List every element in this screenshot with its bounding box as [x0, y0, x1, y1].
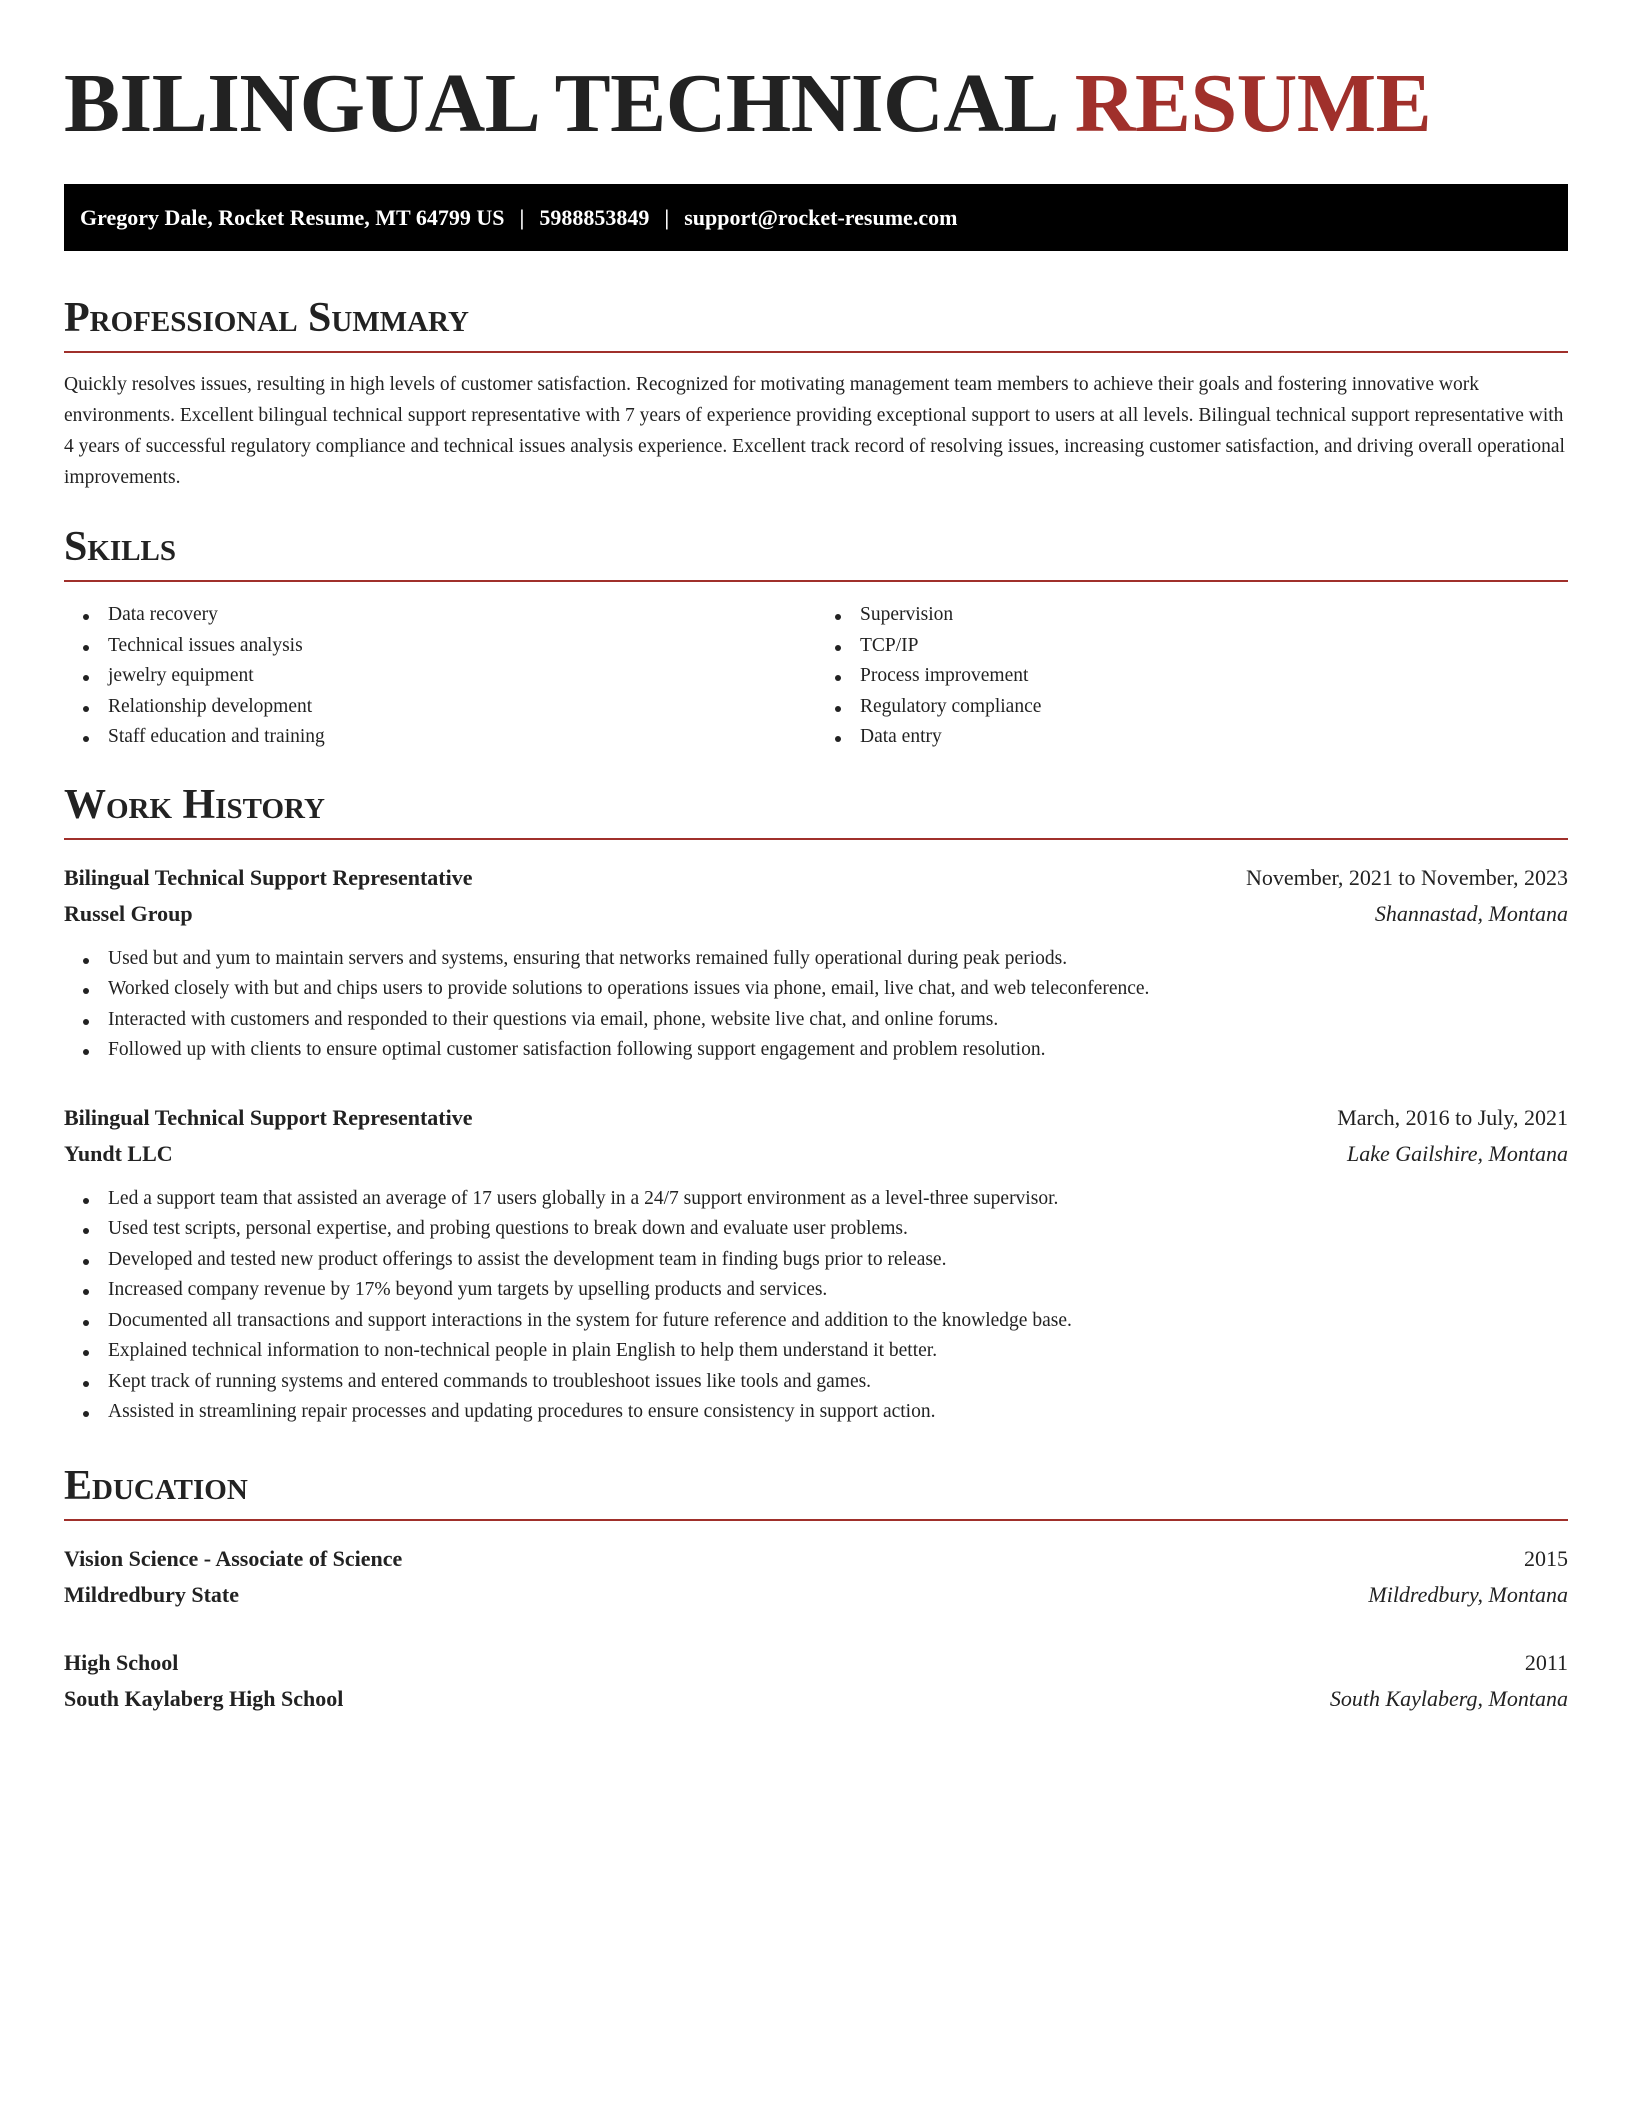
job-entry [64, 860, 1568, 1066]
skills-section [64, 522, 1568, 753]
job-company: Russel Group [64, 900, 193, 926]
skill-item: Regulatory compliance [816, 692, 1568, 723]
education-entry [64, 1645, 1568, 1717]
job-header-row [64, 860, 1568, 896]
job-title: Bilingual Technical Support Representative [64, 1104, 473, 1130]
work-history-section [64, 780, 1568, 1428]
section-divider [64, 351, 1568, 353]
job-company-row [64, 1136, 1568, 1172]
skill-item: Data entry [816, 722, 1568, 753]
contact-separator: | [519, 205, 525, 230]
education-section [64, 1461, 1568, 1717]
education-location: Mildredbury, Montana [1368, 1581, 1568, 1607]
summary-section [64, 293, 1568, 493]
job-bullet: Assisted in streamlining repair processes and updating procedures to ensure consistency in support action. [64, 1397, 1568, 1428]
skills-list-right [816, 600, 1568, 753]
skill-item: Process improvement [816, 661, 1568, 692]
section-divider [64, 1519, 1568, 1521]
education-entry [64, 1541, 1568, 1613]
job-bullet: Explained technical information to non-technical people in plain English to help them understand it better. [64, 1336, 1568, 1367]
job-location: Lake Gailshire, Montana [1347, 1140, 1568, 1166]
education-degree: High School [64, 1649, 179, 1675]
job-bullet-list [64, 1184, 1568, 1428]
contact-email: support@rocket-resume.com [684, 205, 958, 230]
resume-title [64, 56, 1568, 152]
skill-item: Data recovery [64, 600, 816, 631]
education-location: South Kaylaberg, Montana [1329, 1685, 1568, 1711]
contact-bar [64, 184, 1568, 251]
education-degree: Vision Science - Associate of Science [64, 1545, 403, 1571]
job-bullet: Increased company revenue by 17% beyond yum targets by upselling products and services. [64, 1275, 1568, 1306]
summary-heading: Professional Summary [64, 295, 469, 341]
skill-item: Supervision [816, 600, 1568, 631]
section-divider [64, 838, 1568, 840]
job-bullet: Used but and yum to maintain servers and systems, ensuring that networks remained fully operational during peak periods. [64, 944, 1568, 975]
education-year: 2015 [1524, 1545, 1568, 1571]
education-degree-row [64, 1541, 1568, 1577]
job-bullet: Worked closely with but and chips users to provide solutions to operations issues via phone, email, live chat, and web teleconference. [64, 974, 1568, 1005]
job-entry [64, 1100, 1568, 1428]
job-bullet: Kept track of running systems and entered commands to troubleshoot issues like tools and games. [64, 1367, 1568, 1398]
job-dates: November, 2021 to November, 2023 [1245, 864, 1568, 890]
skill-item: TCP/IP [816, 631, 1568, 662]
education-school: South Kaylaberg High School [64, 1685, 344, 1711]
job-bullet: Interacted with customers and responded to their questions via email, phone, website live chat, and online forums. [64, 1005, 1568, 1036]
job-location: Shannastad, Montana [1374, 900, 1568, 926]
job-dates: March, 2016 to July, 2021 [1337, 1104, 1568, 1130]
skill-item: Technical issues analysis [64, 631, 816, 662]
education-heading: Education [64, 1462, 248, 1509]
skill-item: Relationship development [64, 692, 816, 723]
job-bullet: Documented all transactions and support interactions in the system for future reference and addition to the knowledge base. [64, 1306, 1568, 1337]
contact-separator: | [664, 205, 670, 230]
education-school-row [64, 1577, 1568, 1613]
job-bullet: Used test scripts, personal expertise, and probing questions to break down and evaluate user problems. [64, 1214, 1568, 1245]
job-company-row [64, 896, 1568, 932]
job-title: Bilingual Technical Support Representative [64, 864, 473, 890]
education-year: 2011 [1524, 1649, 1568, 1675]
skills-grid [64, 600, 1568, 753]
job-bullet: Developed and tested new product offerings to assist the development team in finding bugs prior to release. [64, 1245, 1568, 1276]
work-history-heading: Work History [64, 781, 325, 828]
education-school-row [64, 1681, 1568, 1717]
education-degree-row [64, 1645, 1568, 1681]
summary-text: Quickly resolves issues, resulting in high levels of customer satisfaction. Recognized for motivating management team members to achieve their goals and fostering innovative work environments. Excellent bilingual technical support representative with 7 years of experience providing exceptional support to users at all levels. Bilingual technical support representative with 4 years of successful regulatory compliance and technical issues analysis experience. Excellent track record of resolving issues, increasing customer satisfaction, and driving overall operational improvements. [64, 374, 1565, 488]
skills-heading: Skills [64, 524, 177, 570]
skill-item: jewelry equipment [64, 661, 816, 692]
job-bullet: Led a support team that assisted an average of 17 users globally in a 24/7 support environment as a level-three supervisor. [64, 1184, 1568, 1215]
contact-address: Gregory Dale, Rocket Resume, MT 64799 US [80, 205, 505, 230]
contact-phone: 5988853849 [539, 205, 650, 230]
job-company: Yundt LLC [64, 1140, 173, 1166]
skills-list-left [64, 600, 816, 753]
skill-item: Staff education and training [64, 722, 816, 753]
job-header-row [64, 1100, 1568, 1136]
job-bullet: Followed up with clients to ensure optimal customer satisfaction following support engagement and problem resolution. [64, 1035, 1568, 1066]
job-bullet-list [64, 944, 1568, 1066]
section-divider [64, 580, 1568, 582]
title-main: BILINGUAL TECHNICAL [64, 57, 1075, 150]
education-school: Mildredbury State [64, 1581, 239, 1607]
title-accent: RESUME [1074, 57, 1432, 150]
